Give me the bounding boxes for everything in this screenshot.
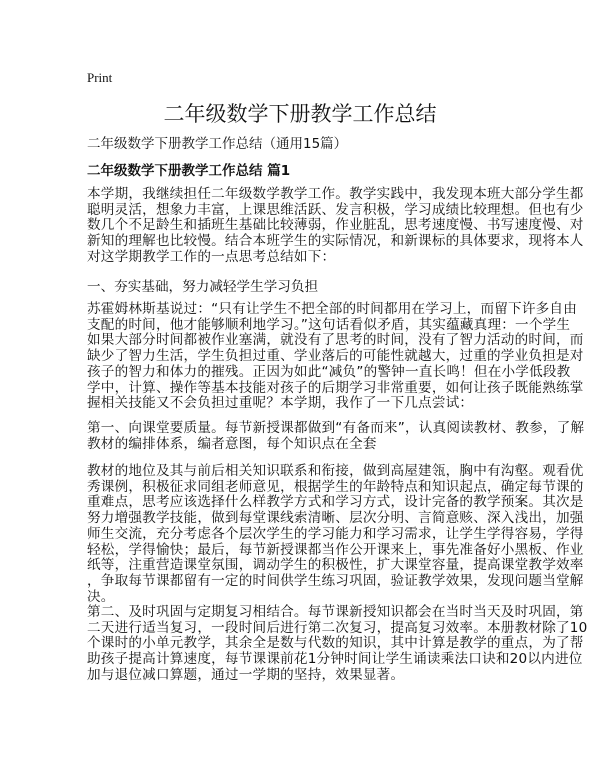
text-line: 加与退位减口算题，通过一学期的坚持，效果显著。 [87,666,405,683]
paragraph-intro [87,186,584,266]
text-line: 秀课例，积极征求同组老师意见，根据学生的年龄特点和知识起点，确定每节课的 [87,478,584,495]
text-line: 握相关技能又不会负担过重呢？本学期，我作了一下几点尝试： [87,395,474,412]
paragraph [87,301,584,412]
text-line: 决。 [87,588,115,605]
text-line: 如果大部分时间都被作业塞满，就没有了思考的时间，没有了智力活动的时间，而 [87,332,584,349]
document-title: 二年级数学下册教学工作总结 [163,102,437,126]
text-line: 学中，计算、操作等基本技能对孩子的后期学习非常重要，如何让孩子既能熟练掌 [87,379,584,396]
text-line: 孩子的智力和体力的摧残。正因为如此“减负”的警钟一直长鸣！但在小学低段教 [87,363,571,380]
paragraph [87,420,585,452]
paragraph [87,463,584,605]
text-line: ，争取每节课都留有一定的时间供学生练习巩固，验证教学效果，发现问题当堂解 [87,572,584,589]
text-line: 第二、及时巩固与定期复习相结合。每节课新授知识都会在当时当天及时巩固，第 [87,604,584,620]
text-line: 苏霍姆林斯基说过：“只有让学生不把全部的时间都用在学习上，而留下许多自由 [87,301,578,317]
text-line: 数几个不足龄生和插班生基础比较薄弱，作业脏乱，思考速度慢、书写速度慢、对 [87,217,584,234]
text-line: 助孩子提高计算速度，每节课课前花1分钟时间让学生诵读乘法口诀和20以内进位 [87,651,583,668]
text-line: 师生交流，充分考虑各个层次学生的学习能力和学习需求，让学生学得容易，学得 [87,525,584,542]
text-line: 二天进行适当复习，一段时间后进行第二次复习，提高复习效率。本册教材除了10 [87,619,588,636]
print-link[interactable]: Print [87,70,113,85]
text-line: 新知的理解也比较慢。结合本班学生的实际情况，和新课标的具体要求，现将本人 [87,233,584,250]
section-heading: 二年级数学下册教学工作总结 篇1 [87,163,291,179]
document-subtitle: 二年级数学下册教学工作总结（通用15篇） [87,136,348,152]
text-line: 重难点，思考应该选择什么样教学方式和学习方式，设计完备的教学预案。其次是 [87,494,584,511]
text-line: 支配的时间，他才能够顺利地学习。”这句话看似矛盾，其实蕴藏真理：一个学生 [87,316,571,333]
text-line: 缺少了智力生活，学生负担过重、学业落后的可能性就越大，过重的学业负担是对 [87,348,584,365]
text-line: 努力增强教学技能，做到每堂课线索清晰、层次分明、言简意赅、深入浅出，加强 [87,510,584,527]
text-line: 纸等，注重营造课堂氛围，调动学生的积极性，扩大课堂容量，提高课堂教学效率 [87,557,584,574]
text-line: 教材的编排体系，编者意图，每个知识点在全套 [87,435,377,452]
text-line: 教材的地位及其与前后相关知识联系和衔接，做到高屋建瓴，胸中有沟壑。观看优 [87,463,584,479]
text-line: 本学期，我继续担任二年级数学教学工作。教学实践中，我发现本班大部分学生都 [87,186,584,202]
text-line: 轻松，学得愉快；最后，每节新授课都当作公开课来上，事先准备好小黑板、作业 [87,541,584,558]
text-line: 第一、向课堂要质量。每节新授课都做到“有备而来”，认真阅读教材、教参，了解 [87,420,585,436]
text-line: 对这学期教学工作的一点思考总结如下： [87,248,336,265]
text-line: 个课时的小单元教学，其余全是数与代数的知识，其中计算是教学的重点，为了帮 [87,635,584,652]
text-line: 聪明灵活，想象力丰富，上课思维活跃、发言积极，学习成绩比较理想。但也有少 [87,201,584,218]
subsection-title: 一、夯实基础，努力减轻学生学习负担 [87,279,319,295]
paragraph [87,604,588,684]
